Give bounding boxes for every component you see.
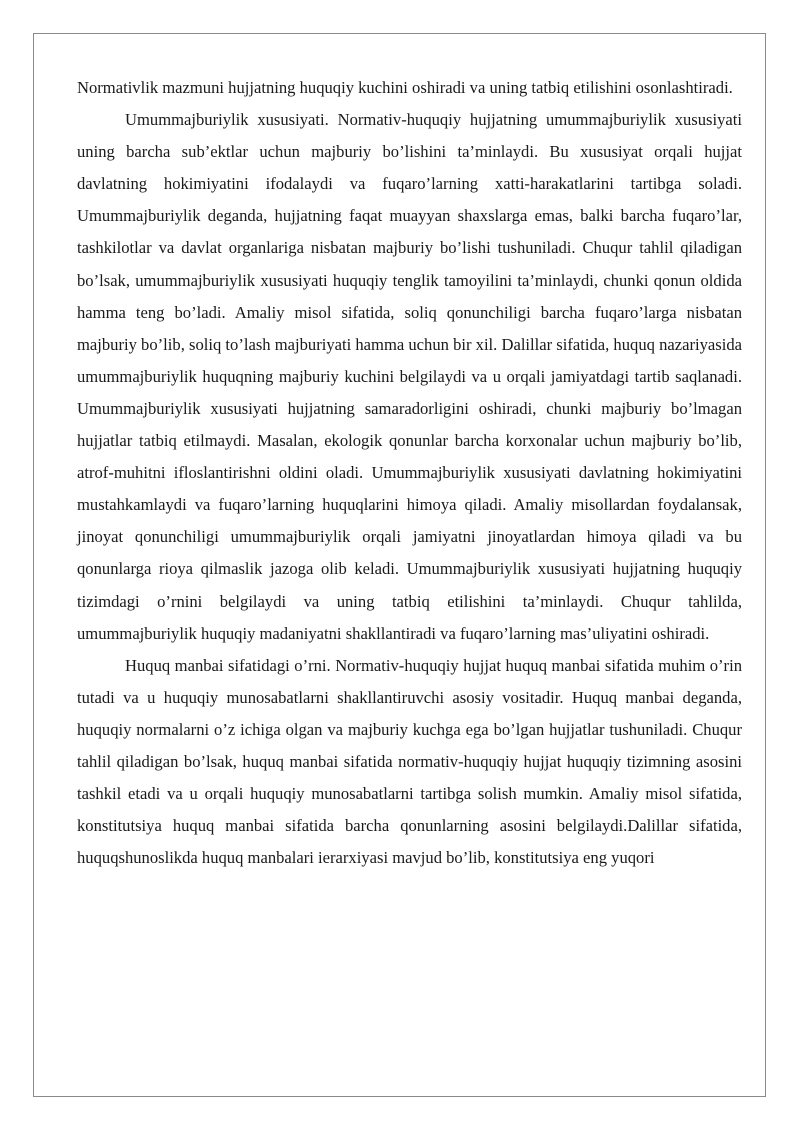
document-body: [77, 72, 742, 874]
paragraph-huquq-manbai: Huquq manbai sifatidagi o’rni. Normativ-huquqiy hujjat huquq manbai sifatida muhim o’rin tutadi va u huquqiy munosabatlarni shakllantiruvchi asosiy vositadir. Huquq manbai deganda, huquqiy normalarni o’z ichiga olgan va majburiy kuchga ega bo’lgan hujjatlar tushuniladi. Chuqur tahlil qiladigan bo’lsak, huquq manbai sifatida normativ-huquqiy hujjat huquqiy tizimning asosini tashkil etadi va u orqali huquqiy munosabatlarni tartibga solish mumkin. Amaliy misol sifatida, konstitutsiya huquq manbai sifatida barcha qonunlarning asosini belgilaydi.Dalillar sifatida, huquqshunoslikda huquq manbalari ierarxiyasi mavjud bo’lib, konstitutsiya eng yuqori: [77, 655, 742, 868]
paragraph-umummajburiylik: Umummajburiylik xususiyati. Normativ-huquqiy hujjatning umummajburiylik xususiyati uning barcha sub’ektlar uchun majburiy bo’lishini ta’minlaydi. Bu xususiyat orqali hujjat davlatning hokimiyatini ifodalaydi va fuqaro’larning xatti-harakatlarini tartibga soladi. Umummajburiylik deganda, hujjatning faqat muayyan shaxslarga emas, balki barcha fuqaro’lar, tashkilotlar va davlat organlariga nisbatan majburiy bo’lishi tushuniladi. Chuqur tahlil qiladigan bo’lsak, umummajburiylik xususiyati huquqiy tenglik tamoyilini ta’minlaydi, chunki qonun oldida hamma teng bo’ladi. Amaliy misol sifatida, soliq qonunchiligi barcha fuqaro’larga nisbatan majburiy bo’lib, soliq to’lash majburiyati hamma uchun bir xil. Dalillar sifatida, huquq nazariyasida umummajburiylik huquqning majburiy kuchini belgilaydi va u orqali jamiyatdagi tartib saqlanadi. Umummajburiylik xususiyati hujjatning samaradorligini oshiradi, chunki majburiy bo’lmagan hujjatlar tatbiq etilmaydi. Masalan, ekologik qonunlar barcha korxonalar uchun majburiy bo’lib, atrof-muhitni ifloslantirishni oldini oladi. Umummajburiylik xususiyati davlatning hokimiyatini mustahkamlaydi va fuqaro’larning huquqlarini himoya qiladi. Amaliy misollardan foydalansak, jinoyat qonunchiligi umummajburiylik orqali jamiyatni jinoyatlardan himoya qiladi va bu qonunlarga rioya qilmaslik jazoga olib keladi. Umummajburiylik xususiyati hujjatning huquqiy tizimdagi o’rnini belgilaydi va uning tatbiq etilishini ta’minlaydi. Chuqur tahlilda, umummajburiylik huquqiy madaniyatni shakllantiradi va fuqaro’larning mas’uliyatini oshiradi.: [77, 110, 742, 643]
paragraph-normativlik-continuation: Normativlik mazmuni hujjatning huquqiy kuchini oshiradi va uning tatbiq etilishini osonlashtiradi.: [77, 78, 733, 97]
